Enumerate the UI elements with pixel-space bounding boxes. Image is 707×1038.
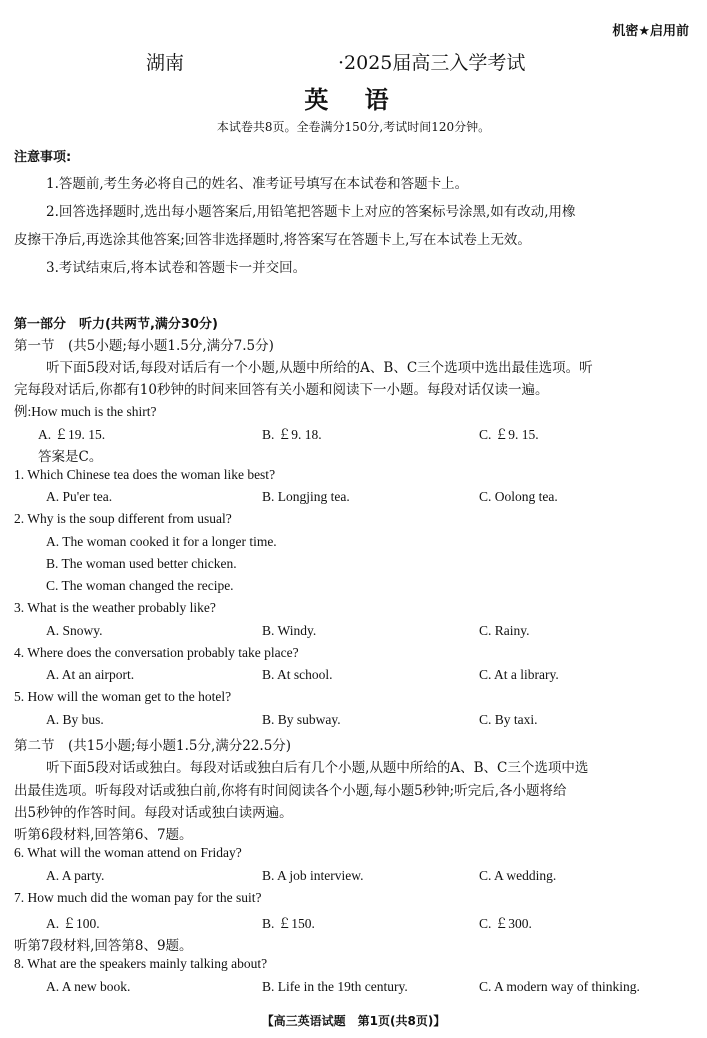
option-b: B. ￡9. 18. [262,427,322,442]
option-a: A. A new book. [46,979,131,994]
option-c: C. A wedding. [479,868,557,883]
material-7-label: 听第7段材料,回答第8、9题。 [14,938,193,954]
section1-instructions: 听下面5段对话,每段对话后有一个小题,从题中所给的A、B、C三个选项中选出最佳选项。听 [46,360,593,376]
section2-title: 第二节 (共15小题;每小题1.5分,满分22.5分) [14,738,292,754]
section2-instructions: 出最佳选项。听每段对话或独白前,你将有时间阅读各个小题,每小题5秒钟;听完后,各小题将给 [14,783,567,799]
option-c: C. ￡300. [479,916,532,931]
option-b: B. Life in the 19th century. [262,979,408,994]
option-a: A. The woman cooked it for a longer time. [46,534,277,549]
option-c: C. By taxi. [479,712,538,727]
option-b: B. At school. [262,667,333,682]
option-a: A. Snowy. [46,623,103,638]
question-7: 7. How much did the woman pay for the suit? [14,890,262,905]
option-b: B. Windy. [262,623,317,638]
option-b: B. The woman used better chicken. [46,556,237,571]
region-label: 湖南 [146,52,185,74]
section2-instructions: 出5秒钟的作答时间。每段对话或独白读两遍。 [14,805,293,821]
example-answer: 答案是C。 [38,449,103,465]
exam-meta: 本试卷共8页。全卷满分150分,考试时间120分钟。 [216,120,491,134]
option-c: C. Oolong tea. [479,489,558,504]
option-a: A. By bus. [46,712,104,727]
option-a: A. ￡100. [46,916,100,931]
option-c: C. At a library. [479,667,559,682]
question-8: 8. What are the speakers mainly talking about? [14,956,268,971]
option-c: C. Rainy. [479,623,530,638]
option-b: B. A job interview. [262,868,364,883]
option-b: B. Longjing tea. [262,489,350,504]
note-item: 皮擦干净后,再选涂其他答案;回答非选择题时,将答案写在答题卡上,写在本试卷上无效。 [14,232,531,248]
subject-title: 英 语 [304,86,403,114]
section2-instructions: 听下面5段对话或独白。每段对话或独白后有几个小题,从题中所给的A、B、C三个选项中选 [46,760,589,776]
question-3: 3. What is the weather probably like? [14,600,216,615]
note-item: 2.回答选择题时,选出每小题答案后,用铅笔把答题卡上对应的答案标号涂黑,如有改动,用橡 [46,204,576,220]
material-6-label: 听第6段材料,回答第6、7题。 [14,827,193,843]
question-5: 5. How will the woman get to the hotel? [14,689,232,704]
note-item: 3.考试结束后,将本试卷和答题卡一并交回。 [46,260,307,276]
option-c: C. The woman changed the recipe. [46,578,234,593]
example-question: 例:How much is the shirt? [14,404,157,419]
option-b: B. ￡150. [262,916,315,931]
option-c: C. A modern way of thinking. [479,979,640,994]
option-a: A. ￡19. 15. [38,427,106,442]
question-6: 6. What will the woman attend on Friday? [14,845,242,860]
question-4: 4. Where does the conversation probably take place? [14,645,299,660]
question-1: 1. Which Chinese tea does the woman like best? [14,467,276,482]
question-2: 2. Why is the soup different from usual? [14,511,232,526]
part1-title: 第一部分 听力(共两节,满分30分) [14,317,218,332]
exam-title: ·2025届高三入学考试 [338,52,526,74]
confidential-mark: 机密★启用前 [612,24,689,39]
option-a: A. At an airport. [46,667,135,682]
option-a: A. A party. [46,868,105,883]
option-a: A. Pu'er tea. [46,489,113,504]
section1-instructions: 完每段对话后,你都有10秒钟的时间来回答有关小题和阅读下一小题。每段对话仅读一遍。 [14,382,549,398]
section1-title: 第一节 (共5小题;每小题1.5分,满分7.5分) [14,338,274,354]
note-item: 1.答题前,考生务必将自己的姓名、准考证号填写在本试卷和答题卡上。 [46,176,469,192]
option-b: B. By subway. [262,712,341,727]
page-footer: 【高三英语试题 第1页(共8页)】 [261,1014,446,1028]
option-c: C. ￡9. 15. [479,427,539,442]
notes-title: 注意事项: [14,150,72,165]
